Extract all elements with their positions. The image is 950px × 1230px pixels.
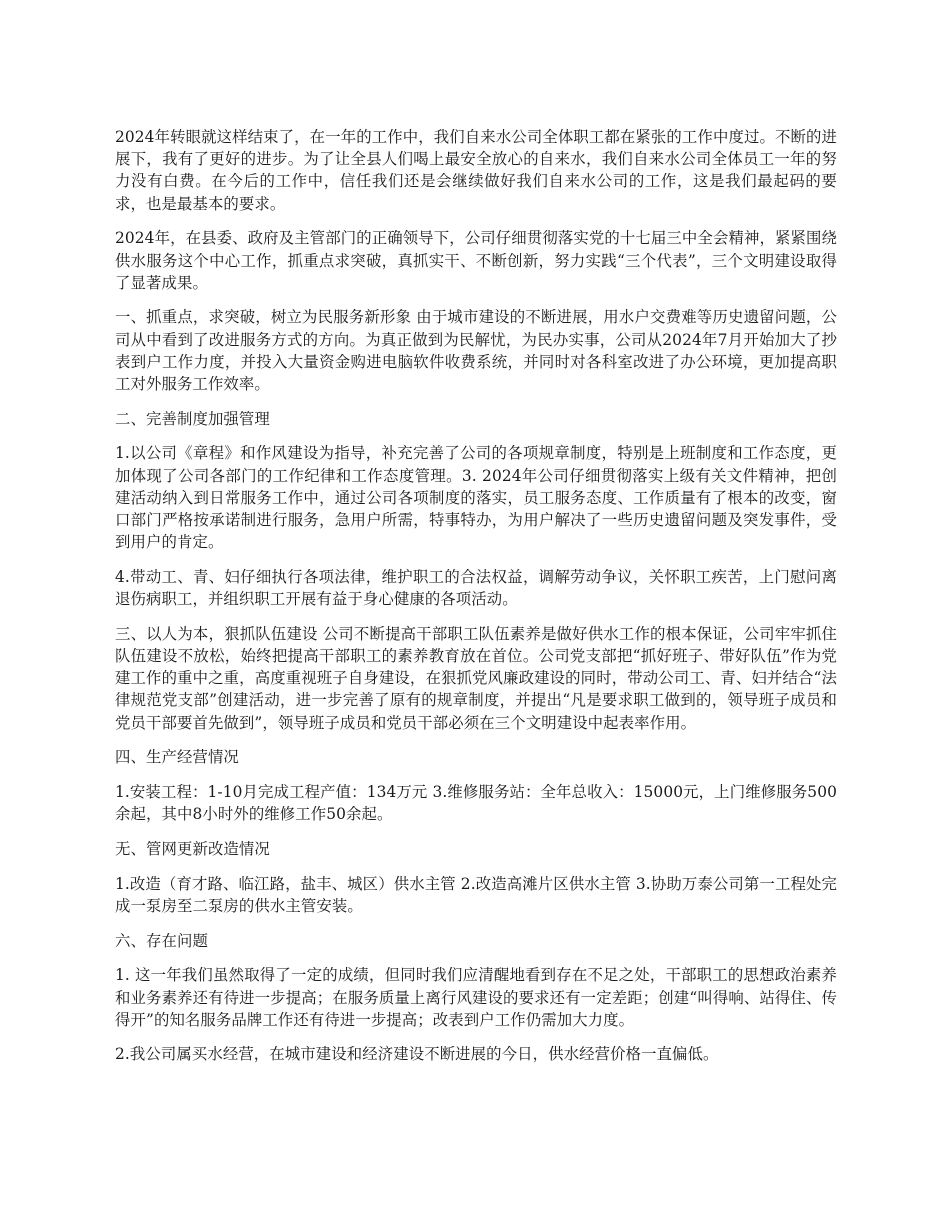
heading-section-5: 无、管网更新改造情况 <box>115 839 270 858</box>
paragraph-section-6-item-1: 1. 这一年我们虽然取得了一定的成绩，但同时我们应清醒地看到存在不足之处，干部职工的思想政治素养和业务素养还有待进一步提高；在服务质量上离行风建设的要求还有一定差距；创建“叫得响、站得住、传得开”的知名服务品牌工作还有待进一步提高；改表到户工作仍需加大力度。 <box>115 966 837 1029</box>
paragraph-section-4-item-1: 1.安装工程：1-10月完成工程产值：134万元 3.维修服务站：全年总收入：15000元，上门维修服务500余起，其中8小时外的维修工作50余起。 <box>115 783 837 824</box>
heading-section-6: 六、存在问题 <box>115 931 208 950</box>
paragraph-summary: 2024年，在县委、政府及主管部门的正确领导下，公司仔细贯彻落实党的十七届三中全会精神，紧紧围绕供水服务这个中心工作，抓重点求突破，真抓实干、不断创新，努力实践“三个代表”，三个文明建设取得了显著成果。 <box>115 229 837 292</box>
paragraph-intro: 2024年转眼就这样结束了，在一年的工作中，我们自来水公司全体职工都在紧张的工作中度过。不断的进展下，我有了更好的进步。为了让全县人们喝上最安全放心的自来水，我们自来水公司全体员工一年的努力没有白费。在今后的工作中，信任我们还是会继续做好我们自来水公司的工作，这是我们最起码的要求，也是最基本的要求。 <box>115 128 837 213</box>
paragraph-section-6-item-2: 2.我公司属买水经营，在城市建设和经济建设不断进展的今日，供水经营价格一直偏低。 <box>115 1045 719 1064</box>
heading-section-2: 二、完善制度加强管理 <box>115 409 270 428</box>
paragraph-section-1: 一、抓重点，求突破，树立为民服务新形象 由于城市建设的不断进展，用水户交费难等历史遗留问题，公司从中看到了改进服务方式的方向。为真正做到为民解忧，为民办实事，公司从2024年7月开始加大了抄表到户工作力度，并投入大量资金购进电脑软件收费系统，并同时对各科室改进了办公环境，更加提高职工对外服务工作效率。 <box>115 308 837 394</box>
paragraph-section-5-item-1: 1.改造（育才路、临江路，盐丰、城区）供水主管 2.改造高滩片区供水主管 3.协助万泰公司第一工程处完成一泵房至二泵房的供水主管安装。 <box>115 874 837 915</box>
document-body <box>115 126 837 1078</box>
paragraph-section-3: 三、以人为本，狠抓队伍建设 公司不断提高干部职工队伍素养是做好供水工作的根本保证，公司牢牢抓住队伍建设不放松，始终把提高干部职工的素养教育放在首位。公司党支部把“抓好班子、带好队伍”作为党建工作的重中之重，高度重视班子自身建设，在狠抓党风廉政建设的同时，带动公司工、青、妇并结合“法律规范党支部”创建活动，进一步完善了原有的规章制度，并提出“凡是要求职工做到的，领导班子成员和党员干部要首先做到”，领导班子成员和党员干部必须在三个文明建设中起表率作用。 <box>115 624 837 732</box>
paragraph-section-2-item-4: 4.带动工、青、妇仔细执行各项法律，维护职工的合法权益，调解劳动争议，关怀职工疾苦，上门慰问离退伤病职工，并组织职工开展有益于身心健康的各项活动。 <box>115 567 837 609</box>
heading-section-4: 四、生产经营情况 <box>115 748 239 767</box>
paragraph-section-2-item-1: 1.以公司《章程》和作风建设为指导，补充完善了公司的各项规章制度，特别是上班制度和工作态度，更加体现了公司各部门的工作纪律和工作态度管理。3. 2024年公司仔细贯彻落实上级有关文件精神，把创建活动纳入到日常服务工作中，通过公司各项制度的落实，员工服务态度、工作质量有了根本的改变，窗口部门严格按承诺制进行服务，急用户所需，特事特办，为用户解决了一些历史遗留问题及突发事件，受到用户的肯定。 <box>115 444 837 552</box>
